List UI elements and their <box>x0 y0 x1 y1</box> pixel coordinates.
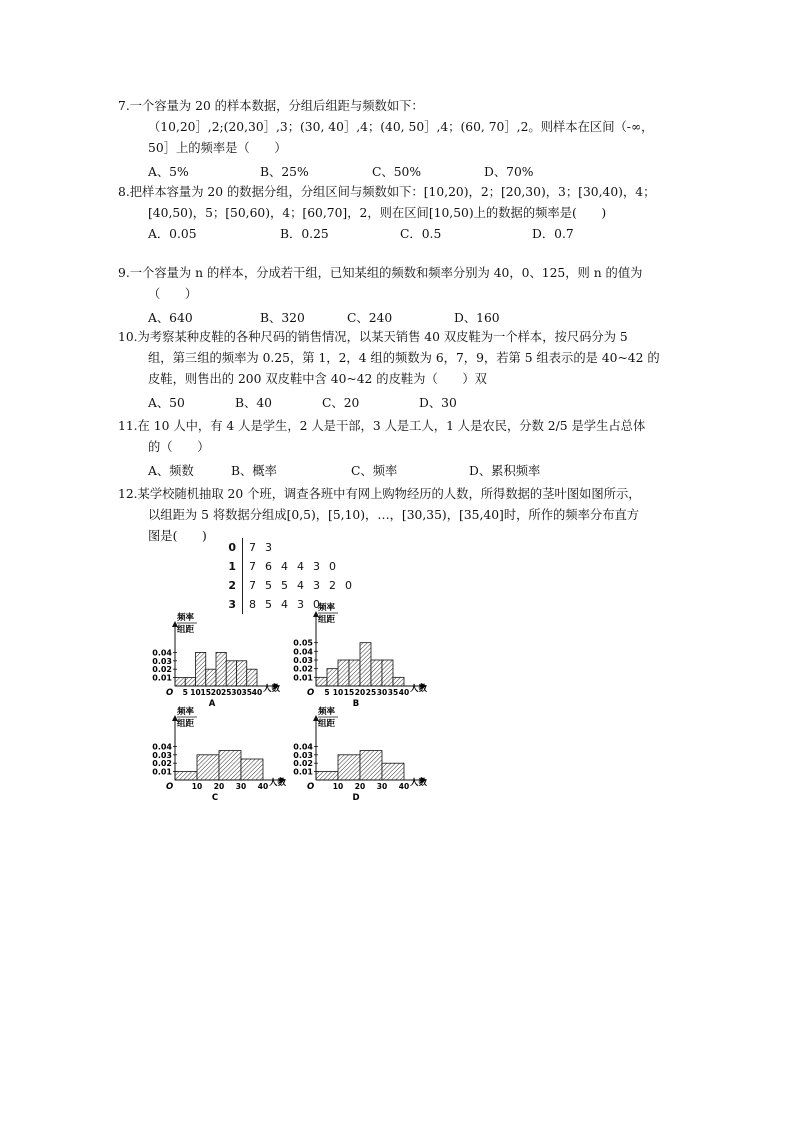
leaf-value: 3 <box>313 579 320 592</box>
option-b[interactable]: B、320 <box>260 311 305 325</box>
x-tick-label: 30 <box>376 688 388 697</box>
x-tick-label: 10 <box>332 688 344 697</box>
option-d[interactable]: D、160 <box>454 311 500 325</box>
question-11-options <box>118 461 710 482</box>
question-9-text-1: 9.一个容量为 n 的样本，分成若干组，已知某组的频数和频率分别为 40，0、125，则 n 的值为 <box>118 266 643 280</box>
chart-option-label: B <box>352 699 360 709</box>
y-tick-label: 0.01 <box>152 673 172 683</box>
histogram-bar <box>206 669 216 686</box>
leaf-value: 3 <box>265 541 272 554</box>
histogram-bar <box>338 755 360 780</box>
question-9-options <box>118 308 710 329</box>
question-8-text-1: 8.把样本容量为 20 的数据分组，分组区间与频数如下：[10,20)，2；[20,30)，3；[30,40)，4； <box>118 185 656 199</box>
stem-leaf-row <box>220 538 370 557</box>
x-tick-label: 5 <box>324 688 330 697</box>
option-d[interactable]: D、70% <box>484 165 534 179</box>
y-tick-label: 0.02 <box>152 759 172 769</box>
option-c[interactable]: C、20 <box>322 396 360 410</box>
x-tick-label: 30 <box>231 688 242 697</box>
question-10-text-1: 10.为考察某种皮鞋的各种尺码的销售情况，以某天销售 40 双皮鞋为一个样本，按尺码分为 5 <box>118 330 628 344</box>
leaf-value: 7 <box>249 560 256 573</box>
question-8 <box>118 182 710 245</box>
histogram-c[interactable] <box>152 706 286 803</box>
x-tick-label: 15 <box>343 688 355 697</box>
histogram-bar <box>241 759 263 780</box>
question-11-text-2: 的（ ） <box>148 440 210 454</box>
histogram-bar <box>196 652 206 686</box>
y-axis-label-bottom: 组距 <box>177 625 195 635</box>
option-a[interactable]: A、50 <box>148 396 185 410</box>
y-tick-label: 0.04 <box>293 742 313 752</box>
histogram-bar <box>316 677 327 686</box>
y-axis-label-top: 频率 <box>318 603 336 613</box>
chart-option-label: C <box>211 793 219 803</box>
x-tick-label: 10 <box>332 782 344 791</box>
histogram-bar <box>197 755 219 780</box>
y-tick-label: 0.01 <box>293 767 313 777</box>
histogram-bar <box>360 751 382 780</box>
y-axis-label-top: 频率 <box>318 707 336 717</box>
x-tick-label: 10 <box>190 688 201 697</box>
histogram-bar <box>226 661 236 686</box>
stem-divider <box>242 595 243 614</box>
histogram-bar <box>382 660 393 686</box>
leaf-value: 6 <box>265 560 272 573</box>
question-10-text-3: 皮鞋，则售出的 200 双皮鞋中含 40~42 的皮鞋为（ ）双 <box>148 372 487 386</box>
option-c[interactable]: C、240 <box>347 311 393 325</box>
leaf-value: 4 <box>281 598 288 611</box>
x-tick-label: 20 <box>213 782 225 791</box>
origin-label: O <box>307 782 315 792</box>
leaf-value: 5 <box>281 579 288 592</box>
x-tick-label: 20 <box>354 688 366 697</box>
histogram-bar <box>338 660 349 686</box>
stem-leaf-row <box>220 595 370 614</box>
question-7-text-3: 50］上的频率是（ ） <box>148 141 287 155</box>
x-tick-label: 40 <box>398 782 410 791</box>
y-tick-label: 0.01 <box>293 673 313 683</box>
histogram-b[interactable] <box>293 602 427 709</box>
x-tick-label: 30 <box>376 782 388 791</box>
leaf-value: 0 <box>345 579 352 592</box>
question-7-options <box>118 162 710 183</box>
y-tick-label: 0.04 <box>152 742 172 752</box>
histogram-bar <box>175 772 197 780</box>
question-10-text-2: 组，第三组的频率为 0.25，第 1，2，4 组的频数为 6，7，9，若第 5 组表示的是 40~42 的 <box>148 351 660 365</box>
chart-option-label: D <box>352 793 360 803</box>
y-axis-label-bottom: 组距 <box>177 719 195 729</box>
x-tick-label: 15 <box>200 688 211 697</box>
x-tick-label: 10 <box>191 782 203 791</box>
y-axis-label-top: 频率 <box>177 613 195 623</box>
leaf-value: 4 <box>281 560 288 573</box>
y-tick-label: 0.02 <box>293 759 313 769</box>
stem-divider <box>242 576 243 595</box>
option-b[interactable]: B、40 <box>235 396 272 410</box>
histogram-bar <box>216 652 226 686</box>
x-tick-label: 25 <box>221 688 232 697</box>
question-9 <box>118 263 710 329</box>
origin-label: O <box>166 688 174 698</box>
y-tick-label: 0.03 <box>293 750 313 760</box>
histogram-bar <box>360 643 371 686</box>
leaf-value: 3 <box>313 560 320 573</box>
histogram-bar <box>316 772 338 780</box>
leaf-value: 0 <box>313 598 320 611</box>
histogram-bar <box>382 763 404 780</box>
origin-label: O <box>166 782 174 792</box>
option-b[interactable]: B、概率 <box>231 464 277 478</box>
option-d[interactable]: D．0.7 <box>532 227 574 241</box>
option-a[interactable]: A、5% <box>148 165 189 179</box>
stem-value: 1 <box>228 560 236 573</box>
x-tick-label: 20 <box>354 782 366 791</box>
x-tick-label: 20 <box>210 688 222 697</box>
histogram-a[interactable] <box>152 612 280 709</box>
histogram-bar <box>175 678 185 686</box>
x-tick-label: 30 <box>235 782 247 791</box>
leaf-value: 7 <box>249 579 256 592</box>
y-tick-label: 0.05 <box>293 638 313 648</box>
histogram-d[interactable] <box>293 706 427 803</box>
question-12 <box>118 484 710 547</box>
y-axis-label-bottom: 组距 <box>318 615 336 625</box>
y-tick-label: 0.03 <box>293 656 313 665</box>
histogram-bar <box>247 669 257 686</box>
stem-leaf-row <box>220 576 370 595</box>
y-tick-label: 0.02 <box>152 665 172 675</box>
stem-divider <box>242 557 243 576</box>
x-tick-label: 40 <box>257 782 269 791</box>
histogram-bar <box>237 661 247 686</box>
x-tick-label: 25 <box>365 688 377 697</box>
y-tick-label: 0.01 <box>152 767 172 777</box>
question-11-text-1: 11.在 10 人中，有 4 人是学生，2 人是干部，3 人是工人，1 人是农民，分数 2/5 是学生占总体 <box>118 419 646 433</box>
question-10 <box>118 327 710 414</box>
leaf-value: 2 <box>329 579 336 592</box>
question-10-options <box>118 393 710 414</box>
leaf-value: 5 <box>265 579 272 592</box>
stem-value: 3 <box>228 598 236 611</box>
option-c[interactable]: C、频率 <box>351 464 398 478</box>
option-a[interactable]: A、频数 <box>148 464 194 478</box>
x-tick-label: 5 <box>182 688 188 697</box>
x-tick-label: 35 <box>387 688 399 697</box>
y-tick-label: 0.03 <box>152 656 172 666</box>
stem-leaf-row <box>220 557 370 576</box>
option-a[interactable]: A、640 <box>148 311 193 325</box>
stem-divider <box>242 538 243 557</box>
x-axis-label: 人数 <box>263 684 281 694</box>
origin-label: O <box>307 688 315 698</box>
histogram-bar <box>349 660 360 686</box>
x-axis-label: 人数 <box>269 778 287 788</box>
leaf-value: 4 <box>297 579 304 592</box>
option-d[interactable]: D、30 <box>419 396 457 410</box>
x-tick-label: 35 <box>241 688 252 697</box>
y-tick-label: 0.02 <box>293 664 313 674</box>
option-d[interactable]: D、累积频率 <box>469 464 541 478</box>
histogram-bar <box>185 678 195 686</box>
stem-value: 0 <box>228 541 236 554</box>
chart-option-label: A <box>208 699 216 709</box>
leaf-value: 4 <box>297 560 304 573</box>
histogram-bar <box>393 677 404 686</box>
y-axis-label-bottom: 组距 <box>318 719 336 729</box>
y-tick-label: 0.04 <box>293 647 313 657</box>
leaf-value: 0 <box>329 560 336 573</box>
question-12-text-1: 12.某学校随机抽取 20 个班，调查各班中有网上购物经历的人数，所得数据的茎叶图如图所示， <box>118 487 641 501</box>
option-b[interactable]: B．0.25 <box>280 227 329 241</box>
question-7 <box>118 96 710 183</box>
histogram-bar <box>219 751 241 780</box>
x-tick-label: 40 <box>251 688 263 697</box>
histogram-bar <box>371 660 382 686</box>
question-7-text-1: 7.一个容量为 20 的样本数据，分组后组距与频数如下： <box>118 99 424 113</box>
question-12-text-3: 图是( ) <box>148 529 207 543</box>
x-tick-label: 40 <box>398 688 410 697</box>
option-c[interactable]: C．0.5 <box>400 227 442 241</box>
x-axis-label: 人数 <box>410 778 428 788</box>
option-b[interactable]: B、25% <box>260 165 309 179</box>
option-a[interactable]: A．0.05 <box>148 227 197 241</box>
y-tick-label: 0.03 <box>152 750 172 760</box>
question-7-text-2: （10,20］,2;(20,30］,3；(30, 40］,4；(40, 50］,4；(60, 70］,2。则样本在区间（-∞， <box>148 120 654 134</box>
question-12-text-2: 以组距为 5 将数据分组成[0,5)，[5,10)，…，[30,35)，[35,40]时，所作的频率分布直方 <box>148 508 640 522</box>
leaf-value: 5 <box>265 598 272 611</box>
leaf-value: 7 <box>249 541 256 554</box>
y-axis-label-top: 频率 <box>177 707 195 717</box>
leaf-value: 3 <box>297 598 304 611</box>
question-8-text-2: [40,50)，5；[50,60)，4；[60,70]，2，则在区间[10,50)上的数据的频率是( ) <box>148 206 607 220</box>
leaf-value: 8 <box>249 598 256 611</box>
histogram-bar <box>327 669 338 686</box>
option-c[interactable]: C、50% <box>372 165 422 179</box>
x-axis-label: 人数 <box>410 684 428 694</box>
question-9-text-2: （ ） <box>148 287 198 301</box>
question-8-options <box>118 224 710 245</box>
question-11 <box>118 416 710 482</box>
y-tick-label: 0.04 <box>152 648 172 658</box>
stem-value: 2 <box>228 579 236 592</box>
stem-leaf-plot <box>220 538 370 614</box>
